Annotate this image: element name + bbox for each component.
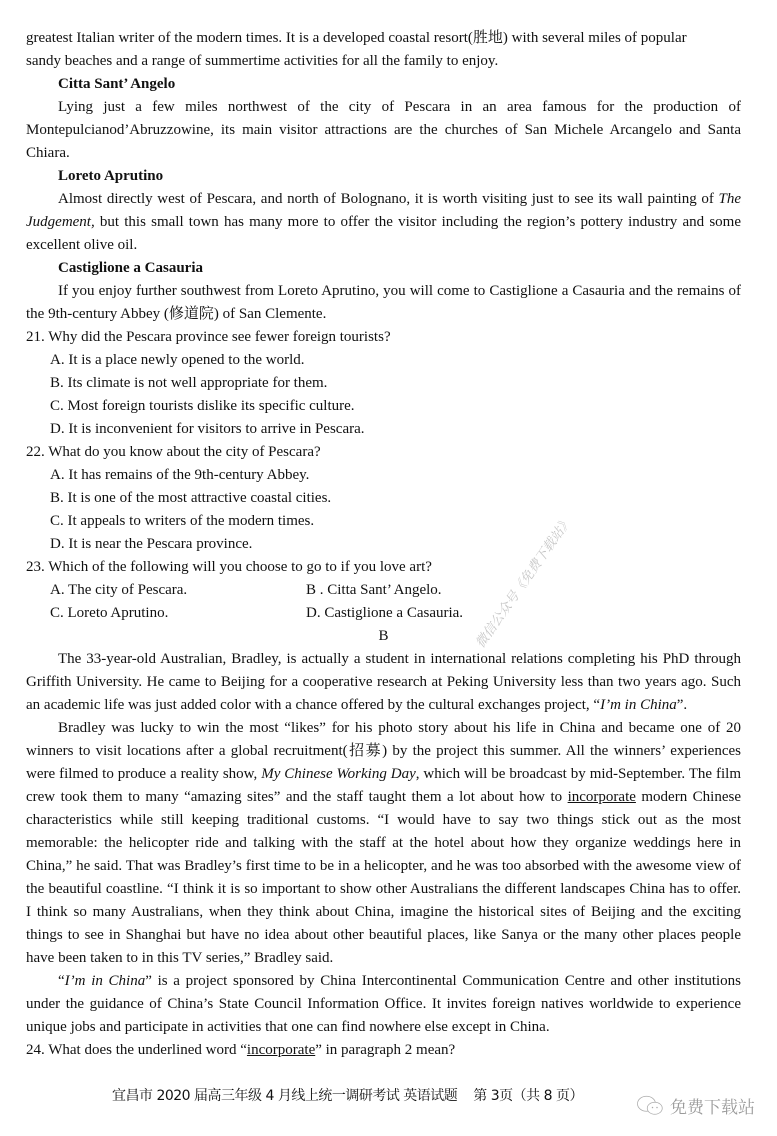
- loreto-text-1: Almost directly west of Pescara, and north of Bolognano, it is worth visiting just to see its wall painting of: [58, 191, 719, 207]
- p2-text-3: modern Chinese characteristics while still keeping traditional customs. “I would have to say two things stick out as the most memorable: the helicopter ride and talking with the staff at the hotel about how they organize weddings here in China,” he said. That was Bradley’s first time to be in a helicopter, and he was too absorbed with the awesome view of the beautiful coastline. “I think it is so important to show other Australians the different landscapes China has to offer. I think so many Australians, when they think about China, imagine the historical sites of Beijing and the exciting things to see in Shanghai but have no idea about other beautiful places, like Sanya or the many other places people have been taken to in this TV series,” Bradley said.: [26, 789, 741, 966]
- p1-text: The 33-year-old Australian, Bradley, is actually a student in international relations completing his PhD through Griffith University. He came to Beijing for a cooperative research at Peking University less than two years ago. Such an academic life was just added color with a chance offered by the cultural exchanges project,: [26, 651, 741, 713]
- exam-title: 宜昌市 2020 届高三年级 4 月线上统一调研考试 英语试题: [112, 1088, 458, 1104]
- question-24-stem: [26, 1039, 741, 1062]
- painting-title: The Judgement,: [26, 191, 741, 230]
- p1-quote-close: ”.: [676, 697, 688, 713]
- p2-text-2: , which will be broadcast by mid-September. The film crew took them to many “amazing sites” and the staff taught them a lot about how to: [26, 766, 741, 805]
- question-22-option-d: D. It is near the Pescara province.: [50, 536, 253, 552]
- question-23-option-c: C. Loreto Aprutino.: [50, 605, 169, 621]
- loreto-text-2: but this small town has many more to offer the visitor including the region’s pottery industry and some excellent olive oil.: [26, 214, 741, 253]
- p2-text-1: Bradley was lucky to win the most “likes” for his photo story about his life in China and became one of 20 winners to visit locations after a global recruitment(招募) by the project this summer. All the winners’ experiences were filmed to produce a reality show,: [26, 720, 741, 782]
- project-name: I’m in China: [64, 973, 146, 989]
- question-22-option-c: C. It appeals to writers of the modern times.: [50, 513, 315, 529]
- passage-b-paragraph-3: [26, 970, 741, 1039]
- p3-text: ” is a project sponsored by China Intercontinental Communication Centre and other institutions under the guidance of China’s State Council Information Office. It invites foreign natives worldwide to experience unique jobs and participate in activities that one can find nowhere else except in China.: [26, 973, 741, 1035]
- question-21-stem: 21. Why did the Pescara province see fewer foreign tourists?: [26, 329, 391, 345]
- wechat-icon: [636, 1094, 666, 1118]
- section-heading-castiglione: Castiglione a Casauria: [58, 260, 204, 276]
- passage-b-title: B: [378, 628, 389, 644]
- q24-text-2: ” in paragraph 2 mean?: [315, 1042, 456, 1058]
- show-title: My Chinese Working Day: [261, 766, 416, 782]
- question-21-option-a: A. It is a place newly opened to the world.: [50, 352, 305, 368]
- q24-underlined-word: incorporate: [246, 1042, 316, 1058]
- p1-quote-open: “: [593, 697, 601, 713]
- question-22-stem: 22. What do you know about the city of Pescara?: [26, 444, 321, 460]
- passage-b-paragraph-1: [26, 648, 741, 717]
- wechat-logo: [636, 1093, 755, 1118]
- page-number: 第 3页（共 8 页）: [473, 1088, 583, 1104]
- question-23-options-row1: [26, 579, 741, 602]
- question-22-option-a: A. It has remains of the 9th-century Abbey.: [50, 467, 310, 483]
- passage-a-continuation-line1: greatest Italian writer of the modern times. It is a developed coastal resort(胜地) with several miles of popular: [26, 30, 687, 46]
- underlined-word: incorporate: [567, 789, 636, 805]
- exam-page: [26, 27, 741, 1062]
- q24-text-1: 24. What does the underlined word “: [26, 1042, 247, 1058]
- question-21-option-b: B. Its climate is not well appropriate for them.: [50, 375, 328, 391]
- question-23-option-d: D. Castiglione a Casauria.: [306, 605, 464, 621]
- passage-b-paragraph-2: [26, 717, 741, 970]
- page-footer: [112, 1085, 583, 1105]
- section-heading-citta: Citta Sant’ Angelo: [58, 76, 176, 92]
- question-22-option-b: B. It is one of the most attractive coastal cities.: [50, 490, 332, 506]
- question-21-option-d: D. It is inconvenient for visitors to arrive in Pescara.: [50, 421, 365, 437]
- passage-a-continuation-line2: sandy beaches and a range of summertime activities for all the family to enjoy.: [26, 53, 499, 69]
- question-23-stem: 23. Which of the following will you choose to go to if you love art?: [26, 559, 432, 575]
- question-23-options-row2: [26, 602, 741, 625]
- section-text-castiglione: If you enjoy further southwest from Loreto Aprutino, you will come to Castiglione a Casauria and the remains of the 9th-century Abbey (修道院) of San Clemente.: [26, 283, 741, 322]
- question-23-option-b: B . Citta Sant’ Angelo.: [306, 582, 442, 598]
- section-heading-loreto: Loreto Aprutino: [58, 168, 164, 184]
- logo-text: 免费下载站: [670, 1098, 755, 1118]
- question-21-option-c: C. Most foreign tourists dislike its specific culture.: [50, 398, 355, 414]
- watermark: 微信公众号《免费下载站》: [473, 514, 576, 651]
- section-text-citta: Lying just a few miles northwest of the city of Pescara in an area famous for the production of Montepulcianod’Abruzzowine, its main visitor attractions are the churches of San Michele Arcangelo and Santa Chiara.: [26, 99, 741, 161]
- p3-quote-open: “: [58, 973, 65, 989]
- project-name: I’m in China: [600, 697, 677, 713]
- question-23-option-a: A. The city of Pescara.: [50, 582, 188, 598]
- section-text-loreto: [26, 188, 741, 257]
